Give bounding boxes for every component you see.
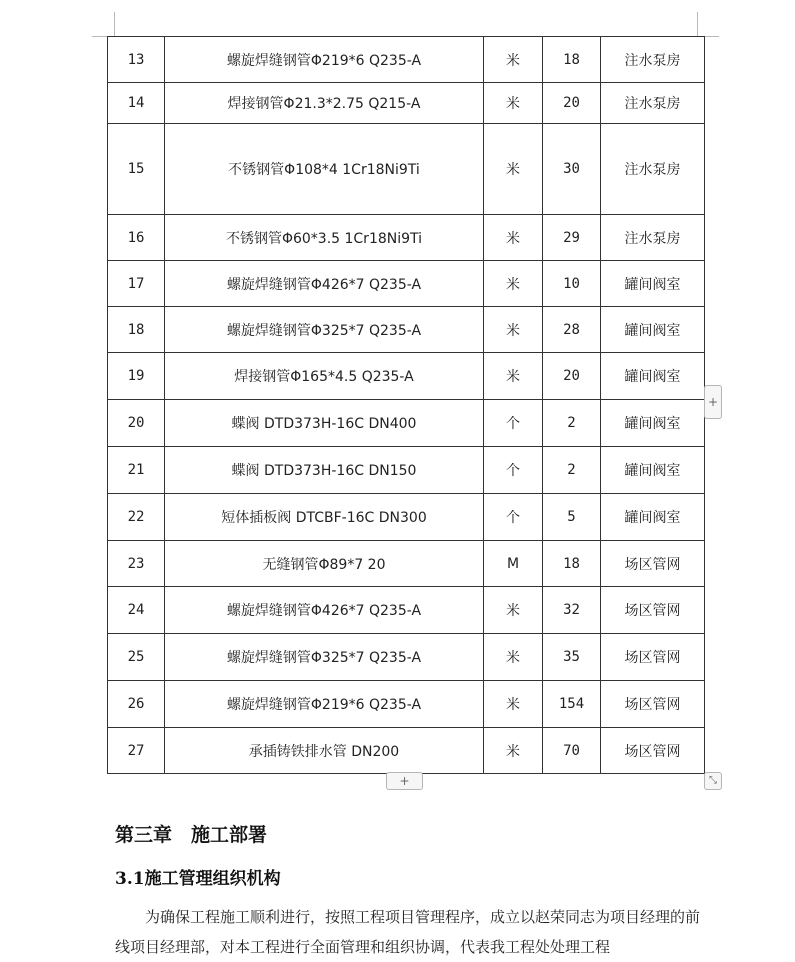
location-cell[interactable]: 场区管网 — [601, 728, 705, 774]
location-cell[interactable]: 罐间阀室 — [601, 307, 705, 353]
unit-cell[interactable]: 米 — [484, 681, 543, 728]
location-cell[interactable]: 罐间阀室 — [601, 261, 705, 307]
item-name-cell[interactable]: 不锈钢管Φ108*4 1Cr18Ni9Ti — [165, 124, 484, 215]
item-name-cell[interactable]: 承插铸铁排水管 DN200 — [165, 728, 484, 774]
unit-cell[interactable]: 米 — [484, 215, 543, 261]
row-number-cell[interactable]: 15 — [108, 124, 165, 215]
row-number-cell[interactable]: 18 — [108, 307, 165, 353]
quantity-cell[interactable]: 32 — [543, 587, 601, 634]
unit-cell[interactable]: 个 — [484, 494, 543, 541]
location-cell[interactable]: 场区管网 — [601, 681, 705, 728]
page-corner-mark — [114, 12, 115, 36]
unit-cell[interactable]: 米 — [484, 587, 543, 634]
location-cell[interactable]: 注水泵房 — [601, 83, 705, 124]
row-number-cell[interactable]: 26 — [108, 681, 165, 728]
row-number-cell[interactable]: 22 — [108, 494, 165, 541]
quantity-cell[interactable]: 70 — [543, 728, 601, 774]
quantity-cell[interactable]: 18 — [543, 37, 601, 83]
table-row — [108, 728, 705, 774]
unit-cell[interactable]: 米 — [484, 124, 543, 215]
body-paragraph[interactable]: 为确保工程施工顺利进行，按照工程项目管理程序，成立以赵荣同志为项目经理的前线项目经理部，对本工程进行全面管理和组织协调，代表我工程处处理工程 — [115, 908, 701, 956]
unit-cell[interactable]: 米 — [484, 83, 543, 124]
table-row — [108, 400, 705, 447]
unit-cell[interactable]: 米 — [484, 353, 543, 400]
location-cell[interactable]: 罐间阀室 — [601, 353, 705, 400]
quantity-cell[interactable]: 20 — [543, 83, 601, 124]
item-name-cell[interactable]: 蝶阀 DTD373H-16C DN150 — [165, 447, 484, 494]
item-name-cell[interactable]: 短体插板阀 DTCBF-16C DN300 — [165, 494, 484, 541]
unit-cell[interactable]: 米 — [484, 307, 543, 353]
table-row — [108, 215, 705, 261]
quantity-cell[interactable]: 18 — [543, 541, 601, 587]
table-row — [108, 447, 705, 494]
item-name-cell[interactable]: 螺旋焊缝钢管Φ219*6 Q235-A — [165, 37, 484, 83]
row-number-cell[interactable]: 20 — [108, 400, 165, 447]
row-number-cell[interactable]: 25 — [108, 634, 165, 681]
item-name-cell[interactable]: 无缝钢管Φ89*7 20 — [165, 541, 484, 587]
page-corner-mark — [697, 12, 698, 36]
item-name-cell[interactable]: 不锈钢管Φ60*3.5 1Cr18Ni9Ti — [165, 215, 484, 261]
row-number-cell[interactable]: 17 — [108, 261, 165, 307]
unit-cell[interactable]: 米 — [484, 37, 543, 83]
item-name-cell[interactable]: 螺旋焊缝钢管Φ426*7 Q235-A — [165, 587, 484, 634]
table-resize-handle[interactable]: ⤡ — [704, 772, 722, 790]
table-row — [108, 634, 705, 681]
location-cell[interactable]: 注水泵房 — [601, 215, 705, 261]
quantity-cell[interactable]: 2 — [543, 447, 601, 494]
quantity-cell[interactable]: 2 — [543, 400, 601, 447]
quantity-cell[interactable]: 10 — [543, 261, 601, 307]
row-number-cell[interactable]: 19 — [108, 353, 165, 400]
table-row — [108, 541, 705, 587]
row-number-cell[interactable]: 16 — [108, 215, 165, 261]
table-row — [108, 587, 705, 634]
row-number-cell[interactable]: 21 — [108, 447, 165, 494]
unit-cell[interactable]: 米 — [484, 634, 543, 681]
row-number-cell[interactable]: 24 — [108, 587, 165, 634]
item-name-cell[interactable]: 螺旋焊缝钢管Φ219*6 Q235-A — [165, 681, 484, 728]
item-name-cell[interactable]: 焊接钢管Φ165*4.5 Q235-A — [165, 353, 484, 400]
row-number-cell[interactable]: 14 — [108, 83, 165, 124]
item-name-cell[interactable]: 螺旋焊缝钢管Φ426*7 Q235-A — [165, 261, 484, 307]
quantity-cell[interactable]: 28 — [543, 307, 601, 353]
quantity-cell[interactable]: 5 — [543, 494, 601, 541]
unit-cell[interactable]: 个 — [484, 447, 543, 494]
location-cell[interactable]: 注水泵房 — [601, 37, 705, 83]
location-cell[interactable]: 注水泵房 — [601, 124, 705, 215]
location-cell[interactable]: 罐间阀室 — [601, 447, 705, 494]
quantity-cell[interactable]: 154 — [543, 681, 601, 728]
quantity-cell[interactable]: 29 — [543, 215, 601, 261]
table-row — [108, 37, 705, 83]
table-row — [108, 353, 705, 400]
quantity-cell[interactable]: 20 — [543, 353, 601, 400]
unit-cell[interactable]: 米 — [484, 261, 543, 307]
chapter-title: 第三章 施工部署 — [115, 824, 268, 846]
section-title: 3.1施工管理组织机构 — [115, 869, 281, 889]
table-row — [108, 124, 705, 215]
location-cell[interactable]: 罐间阀室 — [601, 494, 705, 541]
row-number-cell[interactable]: 13 — [108, 37, 165, 83]
location-cell[interactable]: 场区管网 — [601, 634, 705, 681]
row-number-cell[interactable]: 23 — [108, 541, 165, 587]
add-row-button[interactable]: + — [386, 772, 423, 790]
location-cell[interactable]: 场区管网 — [601, 587, 705, 634]
row-number-cell[interactable]: 27 — [108, 728, 165, 774]
table-row — [108, 681, 705, 728]
unit-cell[interactable]: M — [484, 541, 543, 587]
item-name-cell[interactable]: 蝶阀 DTD373H-16C DN400 — [165, 400, 484, 447]
table-row — [108, 494, 705, 541]
add-column-button[interactable]: + — [704, 385, 722, 419]
item-name-cell[interactable]: 螺旋焊缝钢管Φ325*7 Q235-A — [165, 307, 484, 353]
materials-table[interactable] — [107, 36, 705, 774]
table-row — [108, 83, 705, 124]
location-cell[interactable]: 场区管网 — [601, 541, 705, 587]
table-row — [108, 261, 705, 307]
item-name-cell[interactable]: 螺旋焊缝钢管Φ325*7 Q235-A — [165, 634, 484, 681]
quantity-cell[interactable]: 35 — [543, 634, 601, 681]
table-row — [108, 307, 705, 353]
materials-table-body — [108, 37, 705, 774]
quantity-cell[interactable]: 30 — [543, 124, 601, 215]
unit-cell[interactable]: 个 — [484, 400, 543, 447]
unit-cell[interactable]: 米 — [484, 728, 543, 774]
item-name-cell[interactable]: 焊接钢管Φ21.3*2.75 Q215-A — [165, 83, 484, 124]
location-cell[interactable]: 罐间阀室 — [601, 400, 705, 447]
